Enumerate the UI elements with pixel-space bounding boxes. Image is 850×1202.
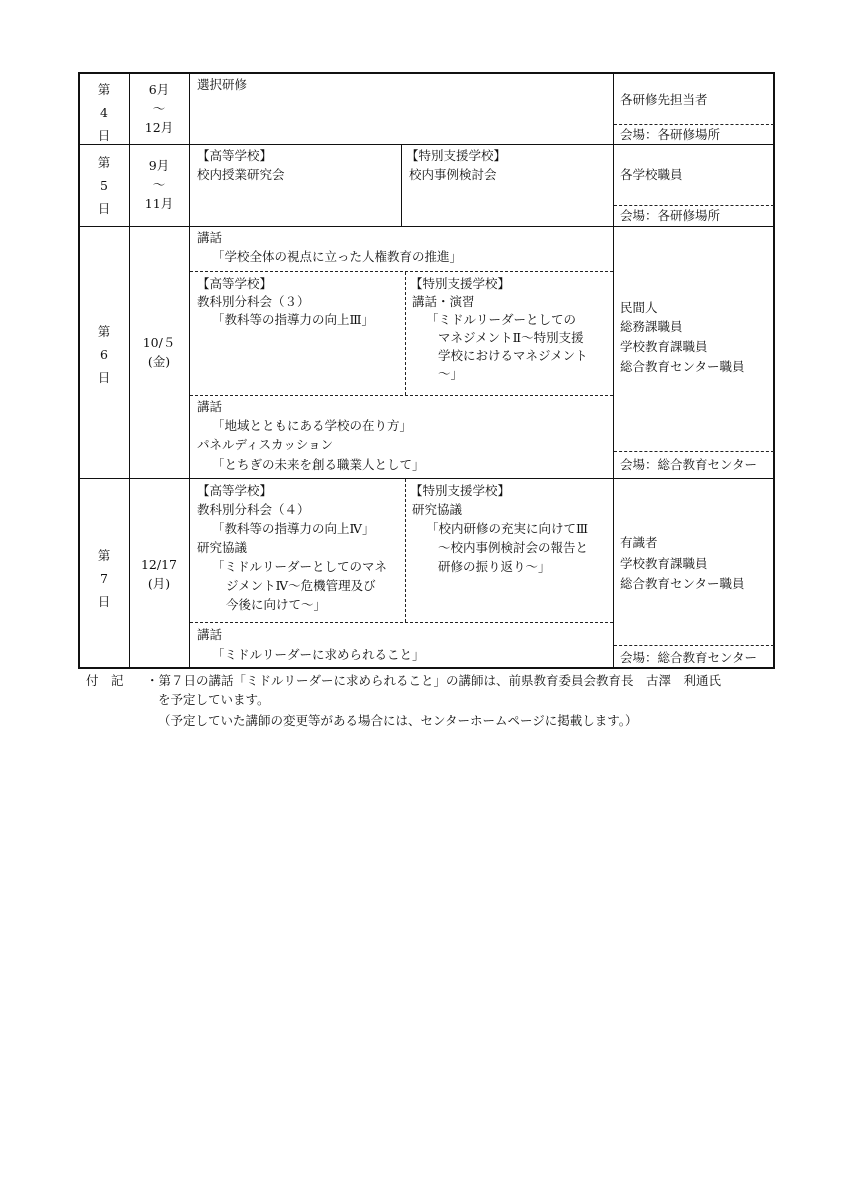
- day-6-sp-line: 「ミドルリーダーとしての: [426, 312, 577, 327]
- day-6-lecture2-line: 講話: [197, 399, 223, 414]
- day-7-staff-line: 学校教育課職員: [620, 556, 708, 571]
- day-6-sp-heading: 【特別支援学校】: [410, 276, 511, 291]
- day-7-sp-line: 研修の振り返り～」: [438, 559, 551, 574]
- day-6-sp-line: ～」: [438, 366, 464, 381]
- venue-separator: [614, 124, 774, 125]
- footnote-line: を予定しています。: [158, 692, 270, 707]
- footnote-line: （予定していた講師の変更等がある場合には、センターホームページに掲載します。）: [158, 713, 638, 728]
- column-divider: [189, 72, 190, 669]
- day-7-sp-line: 研究協議: [412, 502, 463, 517]
- venue-separator: [614, 205, 774, 206]
- day-4-staff: 各研修先担当者: [620, 92, 708, 107]
- day-7-sp-line: ～校内事例検討会の報告と: [438, 540, 589, 555]
- day-7-label: 第 7 日: [97, 548, 111, 609]
- day-7-hs-line: ジメントⅣ～危機管理及び: [226, 578, 376, 593]
- day-6-sp-line: 講話・演習: [412, 294, 475, 309]
- day-7-date: 12/17 (月): [140, 557, 178, 591]
- day-6-label: 第 6 日: [97, 324, 111, 385]
- day-6-hs-line: 教科別分科会（３）: [197, 294, 310, 309]
- day-7-sp-line: 「校内研修の充実に向けてⅢ: [426, 521, 589, 536]
- day-6-date: 10/５ (金): [142, 335, 176, 369]
- row-divider: [78, 226, 775, 227]
- day-5-sp-content: 校内事例検討会: [409, 167, 497, 182]
- content-separator: [190, 271, 613, 272]
- day-7-lecture-line: 講話: [197, 627, 223, 642]
- day-6-venue: 会場：総合教育センター: [620, 457, 758, 472]
- day-5-label: 第 5 日: [97, 155, 111, 216]
- day-6-staff-line: 民間人: [620, 300, 658, 315]
- day-5-date: 9月 ～ 11月: [144, 158, 174, 211]
- day-7-staff-line: 総合教育センター職員: [620, 576, 745, 591]
- footnote-line: ・第７日の講話「ミドルリーダーに求められること」の講師は、前県教育委員会教育長 古澤 利通氏: [146, 673, 722, 688]
- venue-separator: [614, 645, 774, 646]
- row-divider: [78, 144, 775, 145]
- day-7-staff-line: 有識者: [620, 535, 658, 550]
- day-7-lecture-line: 「ミドルリーダーに求められること」: [212, 647, 425, 662]
- content-separator: [405, 479, 406, 622]
- day-5-venue: 会場：各研修場所: [620, 208, 721, 223]
- day-6-lecture2-line: パネルディスカッション: [197, 437, 334, 452]
- day-4-label: 第 4 日: [97, 82, 111, 143]
- day-5-sp-heading: 【特別支援学校】: [406, 148, 507, 163]
- day-6-staff-line: 総務課職員: [620, 319, 683, 334]
- venue-separator: [614, 451, 774, 452]
- day-6-hs-line: 「教科等の指導力の向上Ⅲ」: [212, 312, 375, 327]
- day-5-hs-content: 校内授業研究会: [197, 167, 285, 182]
- row-divider: [78, 478, 775, 479]
- column-divider: [613, 72, 614, 669]
- content-separator: [190, 395, 613, 396]
- day-6-staff-line: 総合教育センター職員: [620, 359, 745, 374]
- day-7-hs-line: 研究協議: [197, 540, 248, 555]
- day-6-lecture1-heading: 講話: [197, 230, 223, 245]
- day-7-hs-line: 今後に向けて～」: [226, 597, 327, 612]
- day-7-hs-line: 教科別分科会（４）: [197, 502, 310, 517]
- day-4-content: 選択研修: [197, 77, 248, 92]
- content-separator: [405, 272, 406, 395]
- content-separator: [190, 622, 613, 623]
- day-6-sp-line: 学校におけるマネジメント: [438, 348, 588, 363]
- footnote-label: 付 記: [86, 673, 124, 688]
- day-4-date: 6月 ～ 12月: [144, 82, 174, 135]
- day-5-staff: 各学校職員: [620, 167, 683, 182]
- day-6-hs-heading: 【高等学校】: [197, 276, 273, 291]
- day-4-venue: 会場：各研修場所: [620, 127, 721, 142]
- day-6-lecture1-title: 「学校全体の視点に立った人権教育の推進」: [212, 249, 463, 264]
- day-5-hs-heading: 【高等学校】: [197, 148, 273, 163]
- day-6-lecture2-line: 「地域とともにある学校の在り方」: [212, 418, 413, 433]
- day-7-hs-line: 「ミドルリーダーとしてのマネ: [212, 559, 388, 574]
- day-7-venue: 会場：総合教育センター: [620, 650, 758, 665]
- column-divider: [401, 144, 402, 226]
- day-6-staff-line: 学校教育課職員: [620, 339, 708, 354]
- day-6-lecture2-line: 「とちぎの未来を創る職業人として」: [212, 457, 425, 472]
- day-6-sp-line: マネジメントⅡ～特別支援: [438, 330, 584, 345]
- day-7-hs-heading: 【高等学校】: [197, 483, 273, 498]
- day-7-hs-line: 「教科等の指導力の向上Ⅳ」: [212, 521, 375, 536]
- day-7-sp-heading: 【特別支援学校】: [410, 483, 511, 498]
